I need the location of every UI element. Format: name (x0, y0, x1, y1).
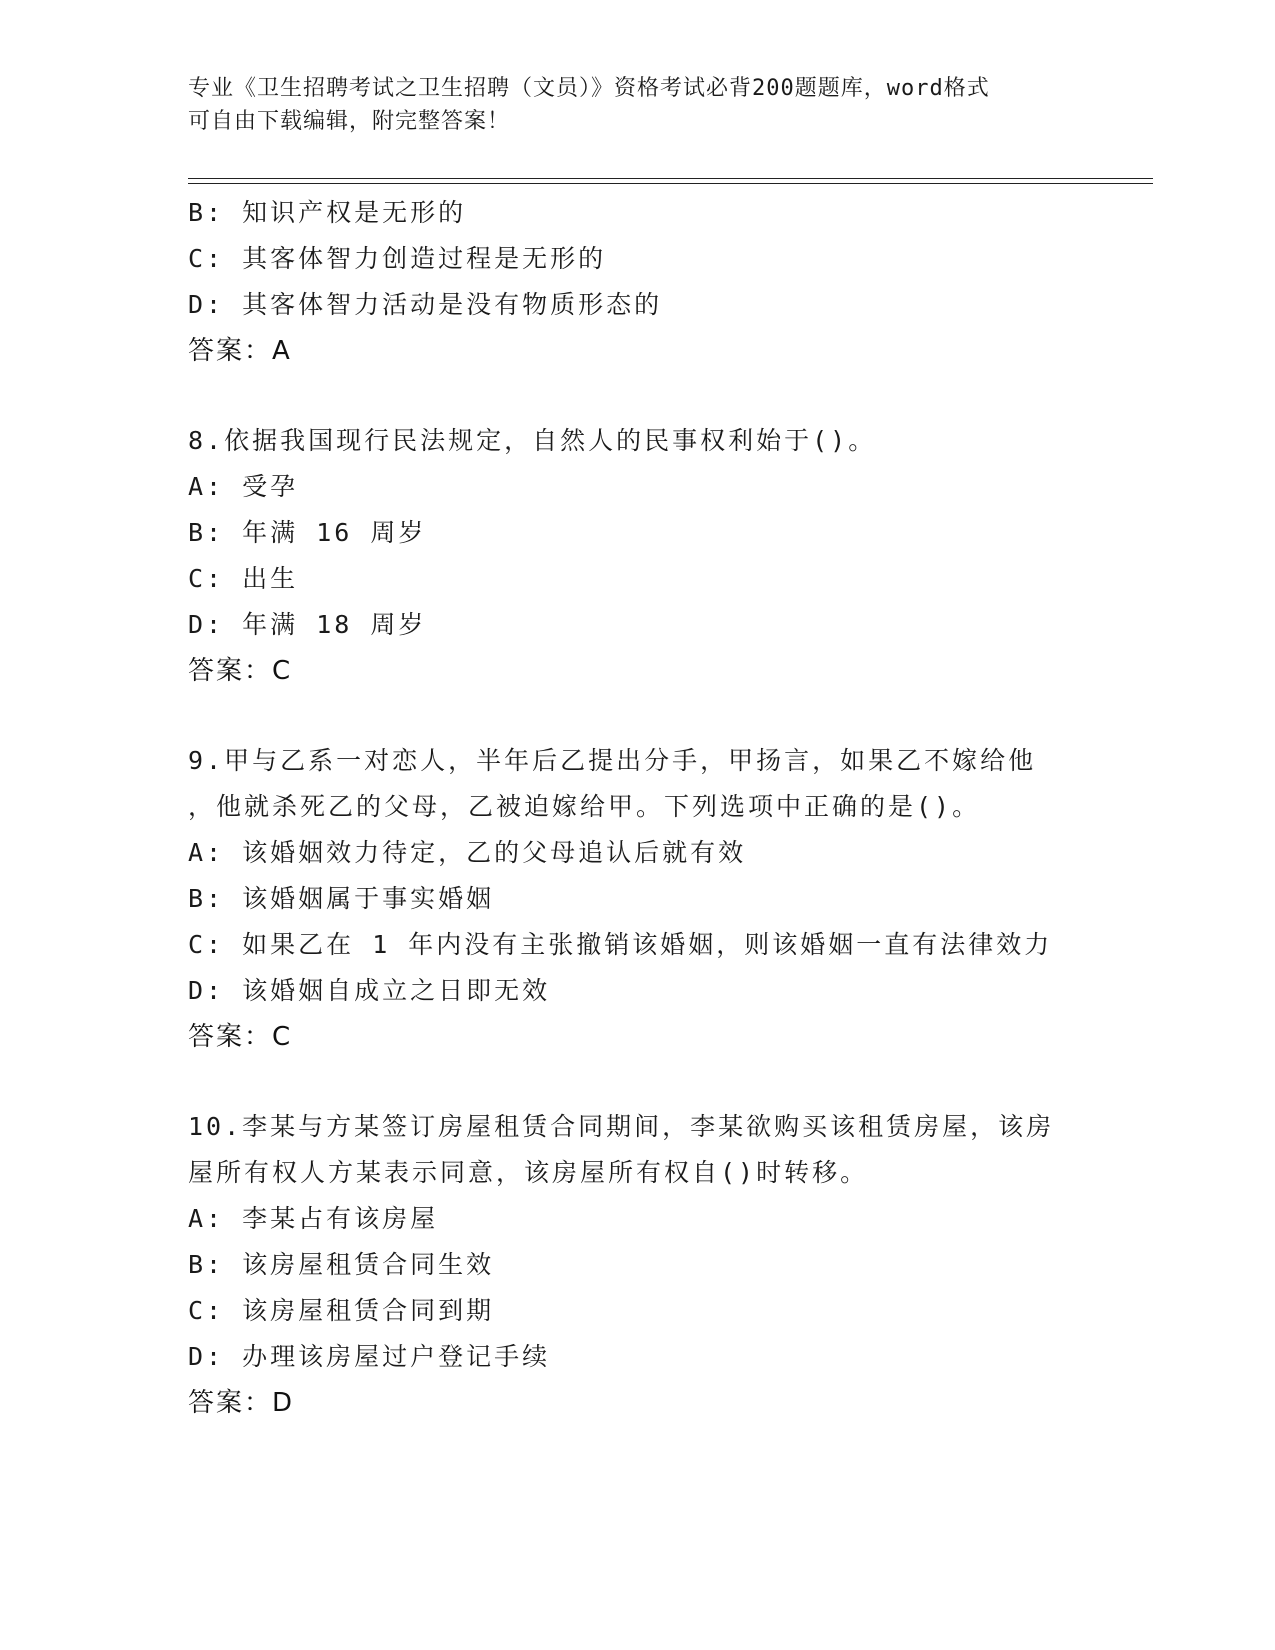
option-b: B: 知识产权是无形的 (188, 198, 467, 227)
question-stem: 9.甲与乙系一对恋人，半年后乙提出分手，甲扬言，如果乙不嫁给他 (188, 746, 1037, 775)
question-7-continued (188, 190, 1108, 374)
header-line-1: 专业《卫生招聘考试之卫生招聘（文员）》资格考试必背200题题库，word格式 (188, 76, 990, 101)
answer-line: 答案：D (188, 1388, 295, 1418)
option-d: D: 其客体智力活动是没有物质形态的 (188, 290, 663, 319)
document-header (188, 72, 1088, 138)
question-stem: 10.李某与方某签订房屋租赁合同期间，李某欲购买该租赁房屋，该房 (188, 1112, 1055, 1141)
option-d: D: 该婚姻自成立之日即无效 (188, 976, 551, 1005)
question-stem-continued: ，他就杀死乙的父母，乙被迫嫁给甲。下列选项中正确的是()。 (188, 792, 981, 821)
option-c: C: 如果乙在 1 年内没有主张撤销该婚姻，则该婚姻一直有法律效力 (188, 930, 1053, 959)
spacer (188, 1060, 1108, 1104)
header-divider-top (188, 178, 1153, 179)
question-stem: 8.依据我国现行民法规定，自然人的民事权利始于()。 (188, 426, 877, 455)
option-b: B: 年满 16 周岁 (188, 518, 427, 547)
question-stem-continued: 屋所有权人方某表示同意，该房屋所有权自()时转移。 (188, 1158, 869, 1187)
answer-line: 答案：A (188, 336, 292, 366)
option-a: A: 受孕 (188, 472, 299, 501)
option-d: D: 年满 18 周岁 (188, 610, 427, 639)
option-d: D: 办理该房屋过户登记手续 (188, 1342, 551, 1371)
answer-line: 答案：C (188, 656, 293, 686)
question-9 (188, 738, 1108, 1060)
option-b: B: 该婚姻属于事实婚姻 (188, 884, 495, 913)
question-list (188, 190, 1108, 1426)
option-c: C: 其客体智力创造过程是无形的 (188, 244, 607, 273)
question-10 (188, 1104, 1108, 1426)
option-c: C: 该房屋租赁合同到期 (188, 1296, 495, 1325)
header-divider-bottom (188, 183, 1153, 184)
spacer (188, 694, 1108, 738)
option-b: B: 该房屋租赁合同生效 (188, 1250, 495, 1279)
answer-line: 答案：C (188, 1022, 293, 1052)
option-a: A: 李某占有该房屋 (188, 1204, 439, 1233)
option-c: C: 出生 (188, 564, 299, 593)
spacer (188, 374, 1108, 418)
question-8 (188, 418, 1108, 694)
option-a: A: 该婚姻效力待定，乙的父母追认后就有效 (188, 838, 747, 867)
header-line-2: 可自由下载编辑，附完整答案！ (188, 109, 511, 134)
